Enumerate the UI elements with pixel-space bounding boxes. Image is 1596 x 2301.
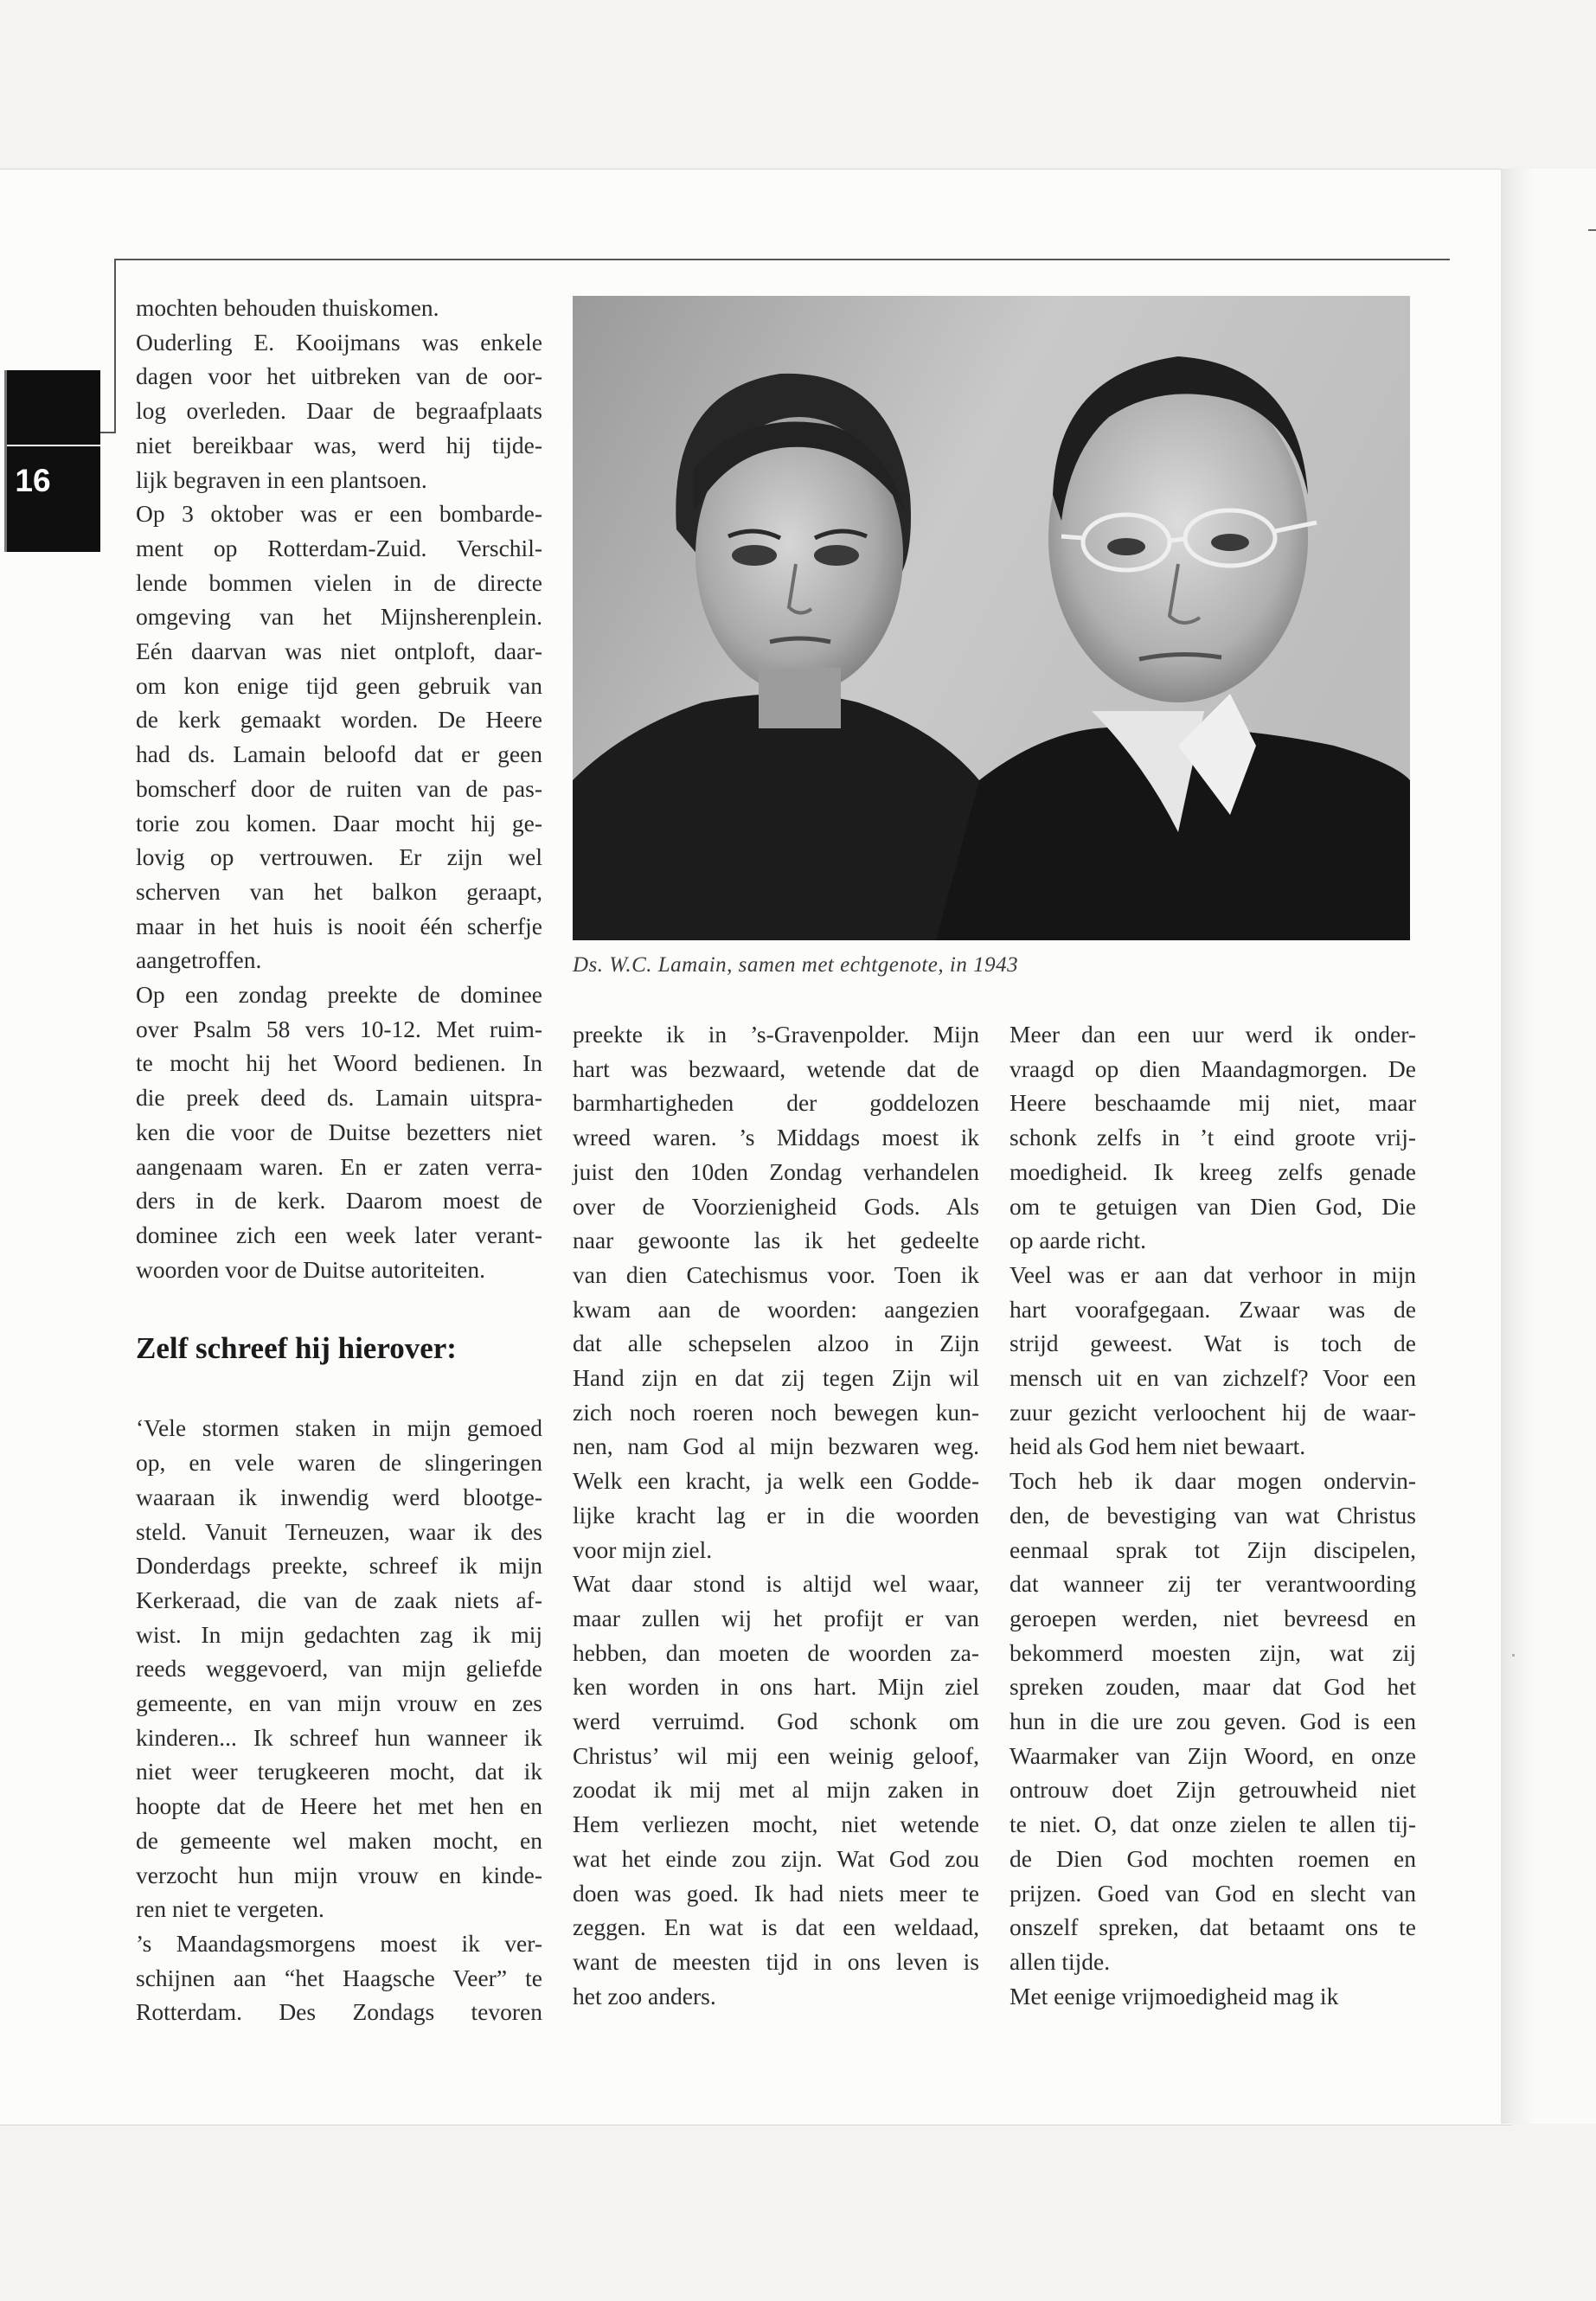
text-line: onszelf spreken, dat betaamt ons te	[1010, 1913, 1416, 1941]
text-line: de gemeente wel maken mocht, en	[136, 1826, 542, 1854]
text-line: op aarde richt.	[1010, 1227, 1147, 1254]
text-line: schijnen aan “het Haagsche Veer” te	[136, 1964, 542, 1991]
text-line: over Psalm 58 vers 10-12. Met ruim-	[136, 1015, 542, 1042]
text-line: vraagd op dien Maandagmorgen. De	[1010, 1054, 1416, 1082]
text-line: Toch heb ik daar mogen ondervin-	[1010, 1467, 1416, 1495]
text-line: Waarmaker van Zijn Woord, en onze	[1010, 1741, 1416, 1769]
page-number: 16	[15, 463, 51, 498]
text-line: spreken zouden, maar dat God het	[1010, 1673, 1416, 1701]
text-line: om te getuigen van Dien God, Die	[1010, 1192, 1416, 1220]
text-line: preekte ik in ’s-Gravenpolder. Mijn	[573, 1021, 979, 1048]
text-line: Welk een kracht, ja welk een Godde-	[573, 1467, 979, 1495]
column-1-letter-block	[136, 1411, 542, 2029]
text-line: lijke kracht lag er in die woorden	[573, 1501, 979, 1529]
header-rule	[114, 259, 1450, 260]
text-line: woorden voor de Duitse autoriteiten.	[136, 1255, 485, 1283]
text-line: allen tijde.	[1010, 1947, 1111, 1975]
text-line: bomscherf door de ruiten van de pas-	[136, 774, 542, 802]
text-line: Op 3 oktober was er een bombarde-	[136, 500, 542, 528]
text-line: Christus’ wil mij een weinig geloof,	[573, 1741, 979, 1769]
text-line: strijd geweest. Wat is toch de	[1010, 1330, 1416, 1357]
text-line: werd verruimd. God schonk om	[573, 1708, 979, 1735]
next-page-edge	[1501, 169, 1596, 2124]
text-line: hart was bezwaard, wetende dat de	[573, 1054, 979, 1082]
text-line: wist. In mijn gedachten zag ik mij	[136, 1620, 542, 1648]
text-line: Heere beschaamde mij niet, maar	[1010, 1089, 1416, 1117]
text-line: aangetroffen.	[136, 946, 262, 974]
text-line: voor mijn ziel.	[573, 1535, 713, 1563]
text-line: Eén daarvan was niet ontploft, daar-	[136, 638, 542, 665]
text-line: lovig op vertrouwen. Er zijn wel	[136, 843, 542, 871]
page-number-tab	[4, 370, 100, 552]
text-line: de kerk gemaakt worden. De Heere	[136, 706, 542, 734]
text-line: schonk zelfs in ’t eind groote vrij-	[1010, 1124, 1416, 1151]
text-line: hoopte dat de Heere het met hen en	[136, 1792, 542, 1820]
text-line: aangenaam waren. En er zaten verra-	[136, 1152, 542, 1180]
text-line: Met eenige vrijmoedigheid mag ik	[1010, 1982, 1339, 2009]
text-line: prijzen. Goed van God en slecht van	[1010, 1879, 1416, 1907]
margin-rule	[114, 259, 116, 432]
text-line: dagen voor het uitbreken van de oor-	[136, 362, 542, 390]
text-line: wat het einde zou zijn. Wat God zou	[573, 1844, 979, 1872]
text-line: want de meesten tijd in ons leven is	[573, 1947, 979, 1975]
text-line: Ouderling E. Kooijmans was enkele	[136, 328, 542, 356]
text-line: nen, nam God al mijn bezwaren weg.	[573, 1433, 979, 1460]
text-line: die preek deed ds. Lamain uitspra-	[136, 1084, 542, 1112]
text-line: ken worden in ons hart. Mijn ziel	[573, 1673, 979, 1701]
text-line: dat wanneer zij ter verantwoording	[1010, 1570, 1416, 1598]
text-line: barmhartigheden der goddelozen	[573, 1089, 979, 1117]
text-line: Kerkeraad, die van de zaak niets af-	[136, 1586, 542, 1613]
text-line: hebben, dan moeten de woorden za-	[573, 1638, 979, 1666]
text-line: zuur gezicht verloochent hij de waar-	[1010, 1398, 1416, 1426]
page-tab-divider	[7, 445, 100, 446]
text-line: de Dien God mochten roemen en	[1010, 1844, 1416, 1872]
section-heading: Zelf schreef hij hierover:	[136, 1331, 457, 1366]
text-line: Hand zijn en dat zij tegen Zijn wil	[573, 1364, 979, 1392]
text-line: gemeente, en van mijn vrouw en zes	[136, 1689, 542, 1717]
text-line: Meer dan een uur werd ik onder-	[1010, 1021, 1416, 1048]
column-1-paragraph-block	[136, 291, 542, 1286]
text-line: heid als God hem niet bewaart.	[1010, 1433, 1306, 1460]
text-line: om kon enige tijd geen gebruik van	[136, 671, 542, 699]
text-line: omgeving van het Mijnsherenplein.	[136, 603, 542, 631]
text-line: lende bommen vielen in de directe	[136, 568, 542, 596]
text-line: maar in het huis is nooit één scherfje	[136, 912, 542, 939]
text-line: van dien Catechismus voor. Toen ik	[573, 1260, 979, 1288]
text-line: zeggen. En wat is dat een weldaad,	[573, 1913, 979, 1941]
text-line: den, de bevestiging van wat Christus	[1010, 1501, 1416, 1529]
text-line: dat alle schepselen alzoo in Zijn	[573, 1330, 979, 1357]
text-line: wreed waren. ’s Middags moest ik	[573, 1124, 979, 1151]
text-line: over de Voorzienigheid Gods. Als	[573, 1192, 979, 1220]
text-line: Rotterdam. Des Zondags tevoren	[136, 1998, 542, 2026]
text-line: scherven van het balkon geraapt,	[136, 877, 542, 905]
text-line: ken die voor de Duitse bezetters niet	[136, 1118, 542, 1145]
text-line: moedigheid. Ik kreeg zelfs genade	[1010, 1157, 1416, 1185]
photo-caption: Ds. W.C. Lamain, samen met echtgenote, in 1943	[573, 953, 1019, 977]
text-line: dominee zich een week later verant-	[136, 1221, 542, 1248]
column-3-text-block	[1010, 1017, 1416, 2013]
text-line: zich noch roeren noch bewegen kun-	[573, 1398, 979, 1426]
text-line: doen was goed. Ik had niets meer te	[573, 1879, 979, 1907]
page-edge-mark	[1588, 229, 1596, 231]
text-line: lijk begraven in een plantsoen.	[136, 465, 427, 493]
text-line: eenmaal sprak tot Zijn discipelen,	[1010, 1535, 1416, 1563]
text-line: steld. Vanuit Terneuzen, waar ik des	[136, 1517, 542, 1545]
text-line: zoodat ik mij met al mijn zaken in	[573, 1776, 979, 1804]
text-line: ontrouw doet Zijn getrouwheid niet	[1010, 1776, 1416, 1804]
text-line: Op een zondag preekte de dominee	[136, 981, 542, 1009]
text-line: log overleden. Daar de begraafplaats	[136, 397, 542, 425]
text-column-2	[573, 1017, 979, 2013]
text-line: hun in die ure zou geven. God is een	[1010, 1708, 1416, 1735]
text-line: hart voorafgegaan. Zwaar was de	[1010, 1295, 1416, 1323]
text-line: het zoo anders.	[573, 1982, 716, 2009]
text-column-1	[136, 291, 542, 2029]
text-line: niet weer terugkeeren mocht, dat ik	[136, 1758, 542, 1785]
column-2-text-block	[573, 1017, 979, 2013]
text-line: te niet. O, dat onze zielen te allen tij-	[1010, 1811, 1416, 1838]
text-line: juist den 10den Zondag verhandelen	[573, 1157, 979, 1185]
text-line: kinderen... Ik schreef hun wanneer ik	[136, 1723, 542, 1751]
text-line: waaraan ik inwendig werd blootge-	[136, 1483, 542, 1510]
text-line: reeds weggevoerd, van mijn geliefde	[136, 1655, 542, 1682]
text-line: Veel was er aan dat verhoor in mijn	[1010, 1260, 1416, 1288]
text-line: mochten behouden thuiskomen.	[136, 294, 439, 321]
text-line: ment op Rotterdam-Zuid. Verschil-	[136, 534, 542, 561]
text-line: ’s Maandagsmorgens moest ik ver-	[136, 1929, 542, 1957]
portrait-illustration	[573, 296, 1410, 940]
text-line: verzocht hun mijn vrouw en kinde-	[136, 1861, 542, 1888]
text-line: Hem verliezen mocht, niet wetende	[573, 1811, 979, 1838]
text-line: ren niet te vergeten.	[136, 1895, 324, 1923]
text-line: te mocht hij het Woord bedienen. In	[136, 1049, 542, 1077]
text-line: geroepen werden, niet bevreesd en	[1010, 1604, 1416, 1631]
text-line: niet bereikbaar was, werd hij tijde-	[136, 431, 542, 458]
page-speck	[1512, 1654, 1515, 1657]
text-line: mensch uit en van zichzelf? Voor een	[1010, 1364, 1416, 1392]
text-line: ders in de kerk. Daarom moest de	[136, 1187, 542, 1215]
text-line: torie zou komen. Daar mocht hij ge-	[136, 809, 542, 836]
portrait-photo	[573, 296, 1410, 940]
text-line: Wat daar stond is altijd wel waar,	[573, 1570, 979, 1598]
text-column-3	[1010, 1017, 1416, 2013]
text-line: kwam aan de woorden: aangezien	[573, 1295, 979, 1323]
text-line: bekommerd moesten zijn, wat zij	[1010, 1638, 1416, 1666]
text-line: ‘Vele stormen staken in mijn gemoed	[136, 1414, 542, 1442]
text-line: Donderdags preekte, schreef ik mijn	[136, 1552, 542, 1580]
text-line: had ds. Lamain beloofd dat er geen	[136, 740, 542, 768]
text-line: naar gewoonte las ik het gedeelte	[573, 1227, 979, 1254]
text-line: op, en vele waren de slingeringen	[136, 1449, 542, 1477]
text-line: maar zullen wij het profijt er van	[573, 1604, 979, 1631]
